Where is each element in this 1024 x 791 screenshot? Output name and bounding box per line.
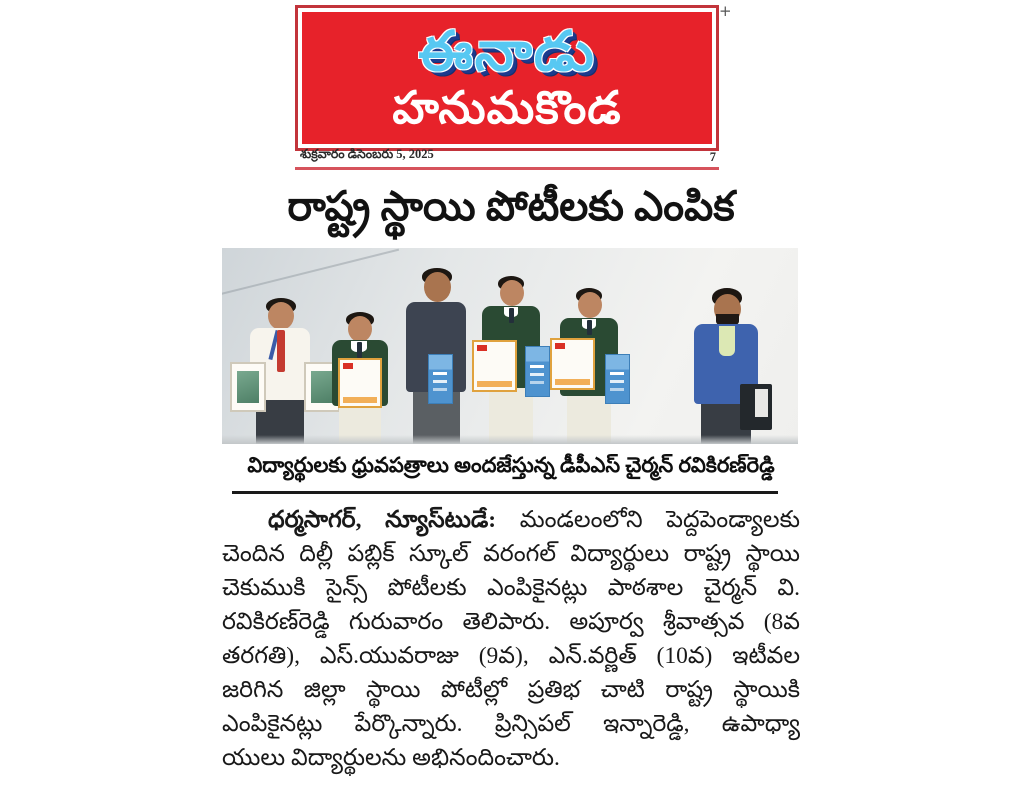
trousers	[339, 406, 381, 444]
masthead-red-panel	[302, 12, 712, 144]
body-line: చెందిన దిల్లీ పబ్లిక్ స్కూల్ వరంగల్ విద్యార్థులు రాష్ట్ర స్థాయి	[222, 541, 800, 567]
person-2-student	[330, 312, 400, 444]
section-divider	[232, 491, 778, 494]
crop-mark-icon: +	[719, 2, 732, 20]
brand-logo: ఈనాడు	[418, 20, 596, 82]
face	[424, 272, 451, 302]
blue-brochure	[525, 346, 550, 397]
body-line: చెకుముకి సైన్స్ పోటీలకు ఎంపికైనట్లు పాఠశాల చైర్మన్ వి.	[222, 575, 800, 601]
dateline-bold: ధర్మసాగర్, న్యూస్‌టుడే:	[268, 507, 497, 533]
light-green-shirt	[719, 326, 735, 356]
tie	[587, 320, 592, 335]
certificate	[230, 362, 266, 412]
edition-title: హనుమకొండ	[392, 82, 622, 133]
face	[500, 280, 524, 306]
body-line: యులు విద్యార్థులను అభినందించారు.	[222, 745, 560, 771]
face	[268, 302, 294, 330]
certificate	[338, 358, 382, 408]
dateline-row	[295, 147, 719, 170]
photo-caption: విద్యార్థులకు ధ్రువపత్రాలు అందజేస్తున్న డీపీఎస్ చైర్మన్ రవికిరణ్‌రెడ్డి	[247, 453, 775, 477]
date-text: శుక్రవారం డిసెంబరు 5, 2025	[300, 147, 434, 161]
person-4-student	[480, 276, 552, 444]
blue-brochure	[428, 354, 453, 404]
body-text: మండలంలోని పెద్దపెండ్యాలకు	[519, 507, 800, 533]
headline: రాష్ట్ర స్థాయి పోటీలకు ఎంపిక	[287, 183, 735, 229]
body-line: రవికిరణ్‌రెడ్డి గురువారం తెలిపారు. అపూర్వ శ్రీవాత్సవ (8వ	[222, 609, 800, 635]
red-tie	[277, 330, 285, 372]
certificate	[550, 338, 595, 390]
body-line	[222, 503, 800, 537]
masthead	[295, 5, 719, 151]
tie	[357, 342, 362, 358]
person-6-man-blue-suit	[692, 288, 778, 444]
person-1-chairman-white-shirt	[230, 296, 342, 444]
news-photo	[222, 248, 798, 444]
page-number: 7	[709, 150, 716, 164]
face	[348, 316, 372, 342]
person-3-man-dark-shirt	[404, 268, 470, 444]
body-line: ఎంపికైనట్లు పేర్కొన్నారు. ప్రిన్సిపల్ ఇన్నారెడ్డి, ఉపాధ్యా	[222, 711, 800, 737]
body-line: జరిగిన జిల్లా స్థాయి పోటీల్లో ప్రతిభ చాటి రాష్ట్ర స్థాయికి	[222, 677, 800, 703]
tie	[509, 308, 514, 323]
blue-brochure	[605, 354, 630, 404]
person-5-student	[558, 288, 630, 444]
face	[578, 292, 602, 318]
body-line: తరగతి), ఎస్.యువరాజు (9వ), ఎన్.వర్ణిత్ (10వ) ఇటీవల	[222, 643, 800, 669]
booklet	[740, 384, 772, 430]
certificate	[472, 340, 517, 392]
article-body	[222, 503, 800, 775]
